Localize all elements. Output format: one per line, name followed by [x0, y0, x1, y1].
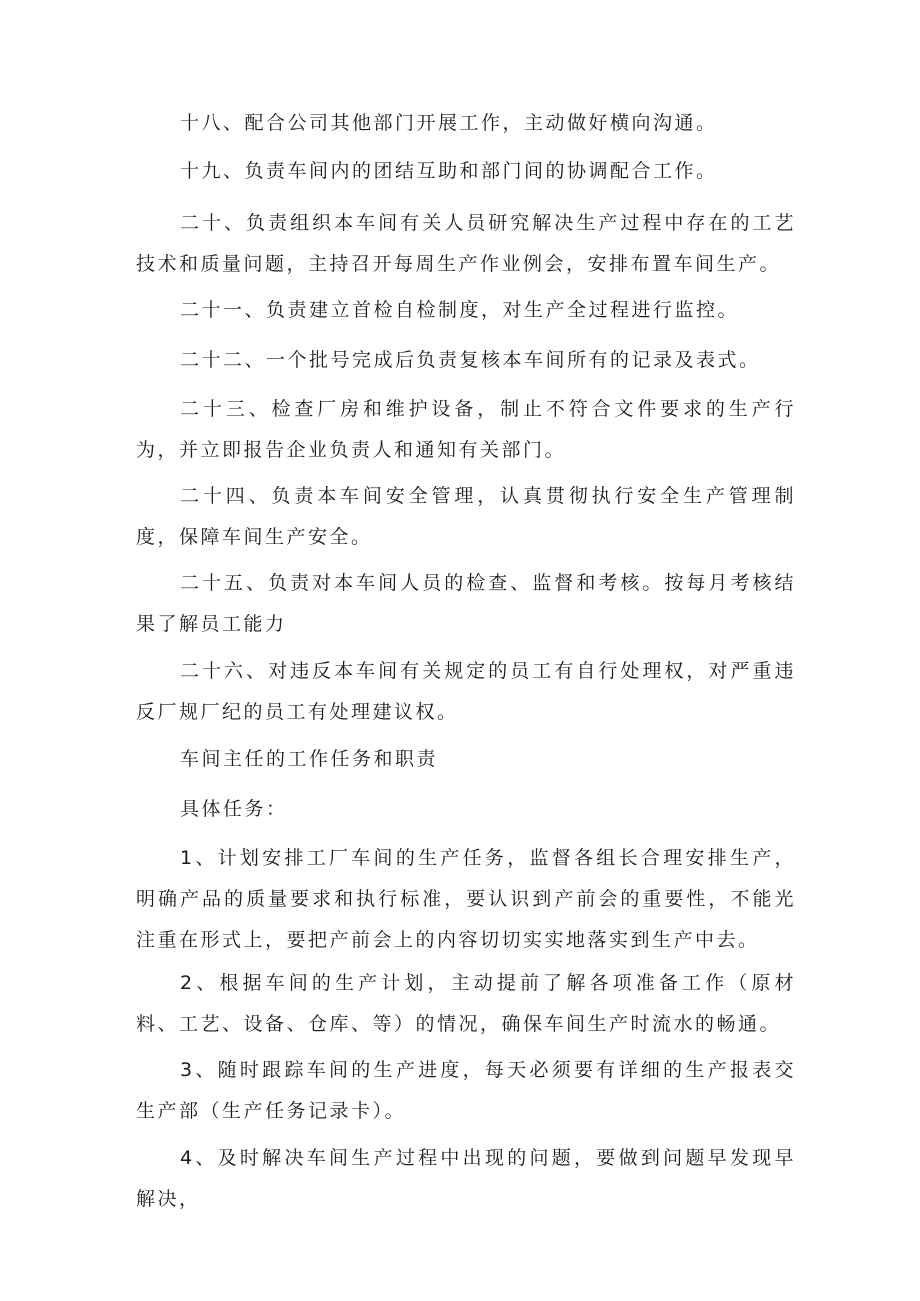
paragraph-22: 二十二、一个批号完成后负责复核本车间所有的记录及表式。	[180, 349, 761, 371]
task-item-3: 3、随时跟踪车间的生产进度，每天必须要有详细的生产报表交生产部（生产任务记录卡）。	[136, 1059, 796, 1122]
paragraph-25: 二十五、负责对本车间人员的检查、监督和考核。按每月考核结果了解员工能力	[136, 572, 796, 635]
paragraph-21: 二十一、负责建立首检自检制度，对生产全过程进行监控。	[180, 299, 740, 321]
subheading-tasks: 具体任务：	[180, 798, 288, 820]
paragraph-26: 二十六、对违反本车间有关规定的员工有自行处理权，对严重违反厂规厂纪的员工有处理建议权。	[136, 660, 796, 723]
paragraph-20: 二十、负责组织本车间有关人员研究解决生产过程中存在的工艺技术和质量问题，主持召开每周生产作业例会，安排布置车间生产。	[136, 212, 796, 275]
task-item-2: 2、根据车间的生产计划，主动提前了解各项准备工作（原材料、工艺、设备、仓库、等）的情况，确保车间生产时流水的畅通。	[136, 972, 796, 1035]
paragraph-19: 十九、负责车间内的团结互助和部门间的协调配合工作。	[180, 160, 718, 182]
section-heading: 车间主任的工作任务和职责	[180, 748, 439, 770]
task-item-1: 1、计划安排工厂车间的生产任务，监督各组长合理安排生产，明确产品的质量要求和执行标准，要认识到产前会的重要性，不能光注重在形式上，要把产前会上的内容切切实实地落实到生产中去。	[136, 847, 796, 951]
paragraph-24: 二十四、负责本车间安全管理，认真贯彻执行安全生产管理制度，保障车间生产安全。	[136, 485, 796, 548]
paragraph-18: 十八、配合公司其他部门开展工作，主动做好横向沟通。	[180, 112, 718, 134]
paragraph-23: 二十三、检查厂房和维护设备，制止不符合文件要求的生产行为，并立即报告企业负责人和通知有关部门。	[136, 398, 796, 461]
task-item-4: 4、及时解决车间生产过程中出现的问题，要做到问题早发现早解决，	[136, 1147, 796, 1210]
